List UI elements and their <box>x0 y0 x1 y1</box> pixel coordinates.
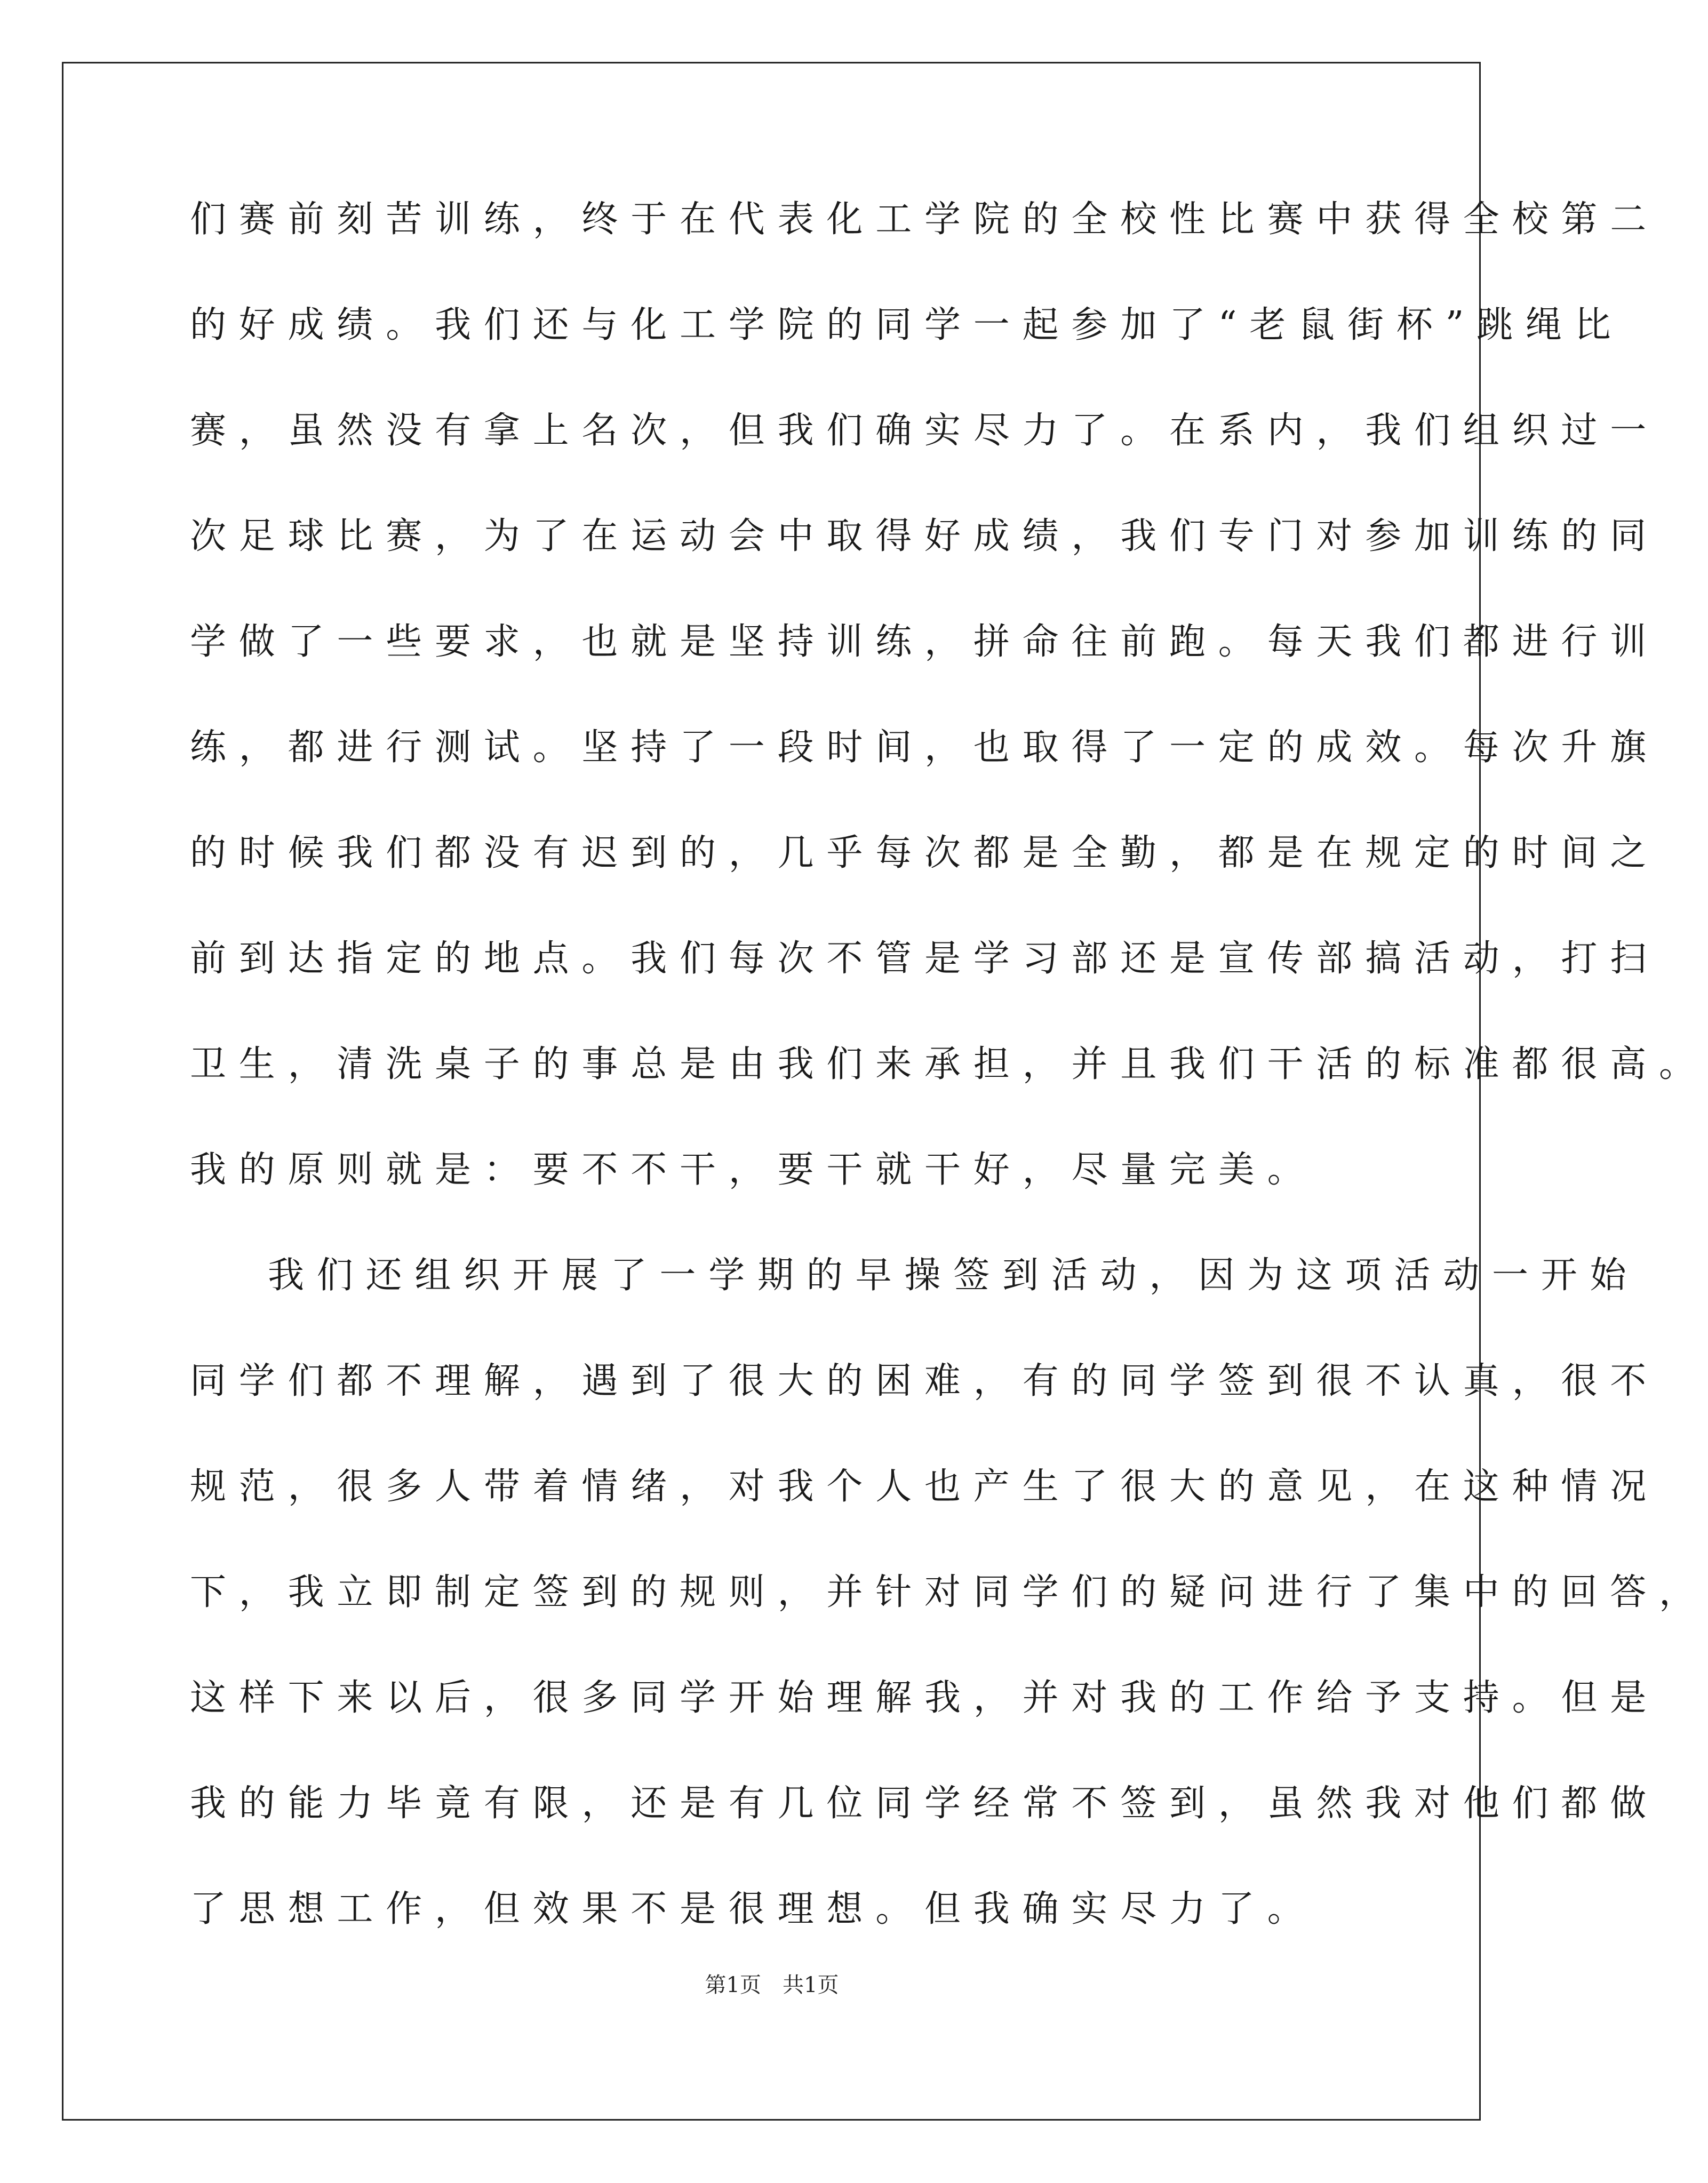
document-body <box>190 198 1708 1994</box>
paragraph-start-line: 我们还组织开展了一学期的早操签到活动，因为这项活动一开始 <box>268 1254 1639 1297</box>
text-line: 我的能力毕竟有限，还是有几位同学经常不签到，虽然我对他们都做 <box>190 1782 1659 1825</box>
text-line: 学做了一些要求，也就是坚持训练，拼命往前跑。每天我们都进行训 <box>190 621 1659 663</box>
text-line: 的好成绩。我们还与化工学院的同学一起参加了“老鼠街杯”跳绳比 <box>190 304 1624 346</box>
text-line: 前到达指定的地点。我们每次不管是学习部还是宣传部搞活动，打扫 <box>190 938 1659 980</box>
text-line: 赛，虽然没有拿上名次，但我们确实尽力了。在系内，我们组织过一 <box>190 410 1659 452</box>
page-number-footer: 第1页 共1页 <box>705 1973 839 1997</box>
text-line: 卫生，清洗桌子的事总是由我们来承担，并且我们干活的标准都很高。 <box>190 1043 1708 1085</box>
text-line: 的时候我们都没有迟到的，几乎每次都是全勤，都是在规定的时间之 <box>190 832 1659 874</box>
text-line: 我的原则就是：要不不干，要干就干好，尽量完美。 <box>190 1149 1316 1191</box>
text-line: 同学们都不理解，遇到了很大的困难，有的同学签到很不认真，很不 <box>190 1360 1659 1402</box>
text-line: 练，都进行测试。坚持了一段时间，也取得了一定的成效。每次升旗 <box>190 726 1659 769</box>
text-line: 下，我立即制定签到的规则，并针对同学们的疑问进行了集中的回答， <box>190 1571 1708 1613</box>
text-line: 次足球比赛，为了在运动会中取得好成绩，我们专门对参加训练的同 <box>190 515 1659 557</box>
text-line: 了思想工作，但效果不是很理想。但我确实尽力了。 <box>190 1888 1316 1930</box>
text-line: 规范，很多人带着情绪，对我个人也产生了很大的意见，在这种情况 <box>190 1466 1659 1508</box>
text-line: 这样下来以后，很多同学开始理解我，并对我的工作给予支持。但是 <box>190 1677 1659 1719</box>
text-line: 们赛前刻苦训练，终于在代表化工学院的全校性比赛中获得全校第二 <box>190 198 1659 241</box>
